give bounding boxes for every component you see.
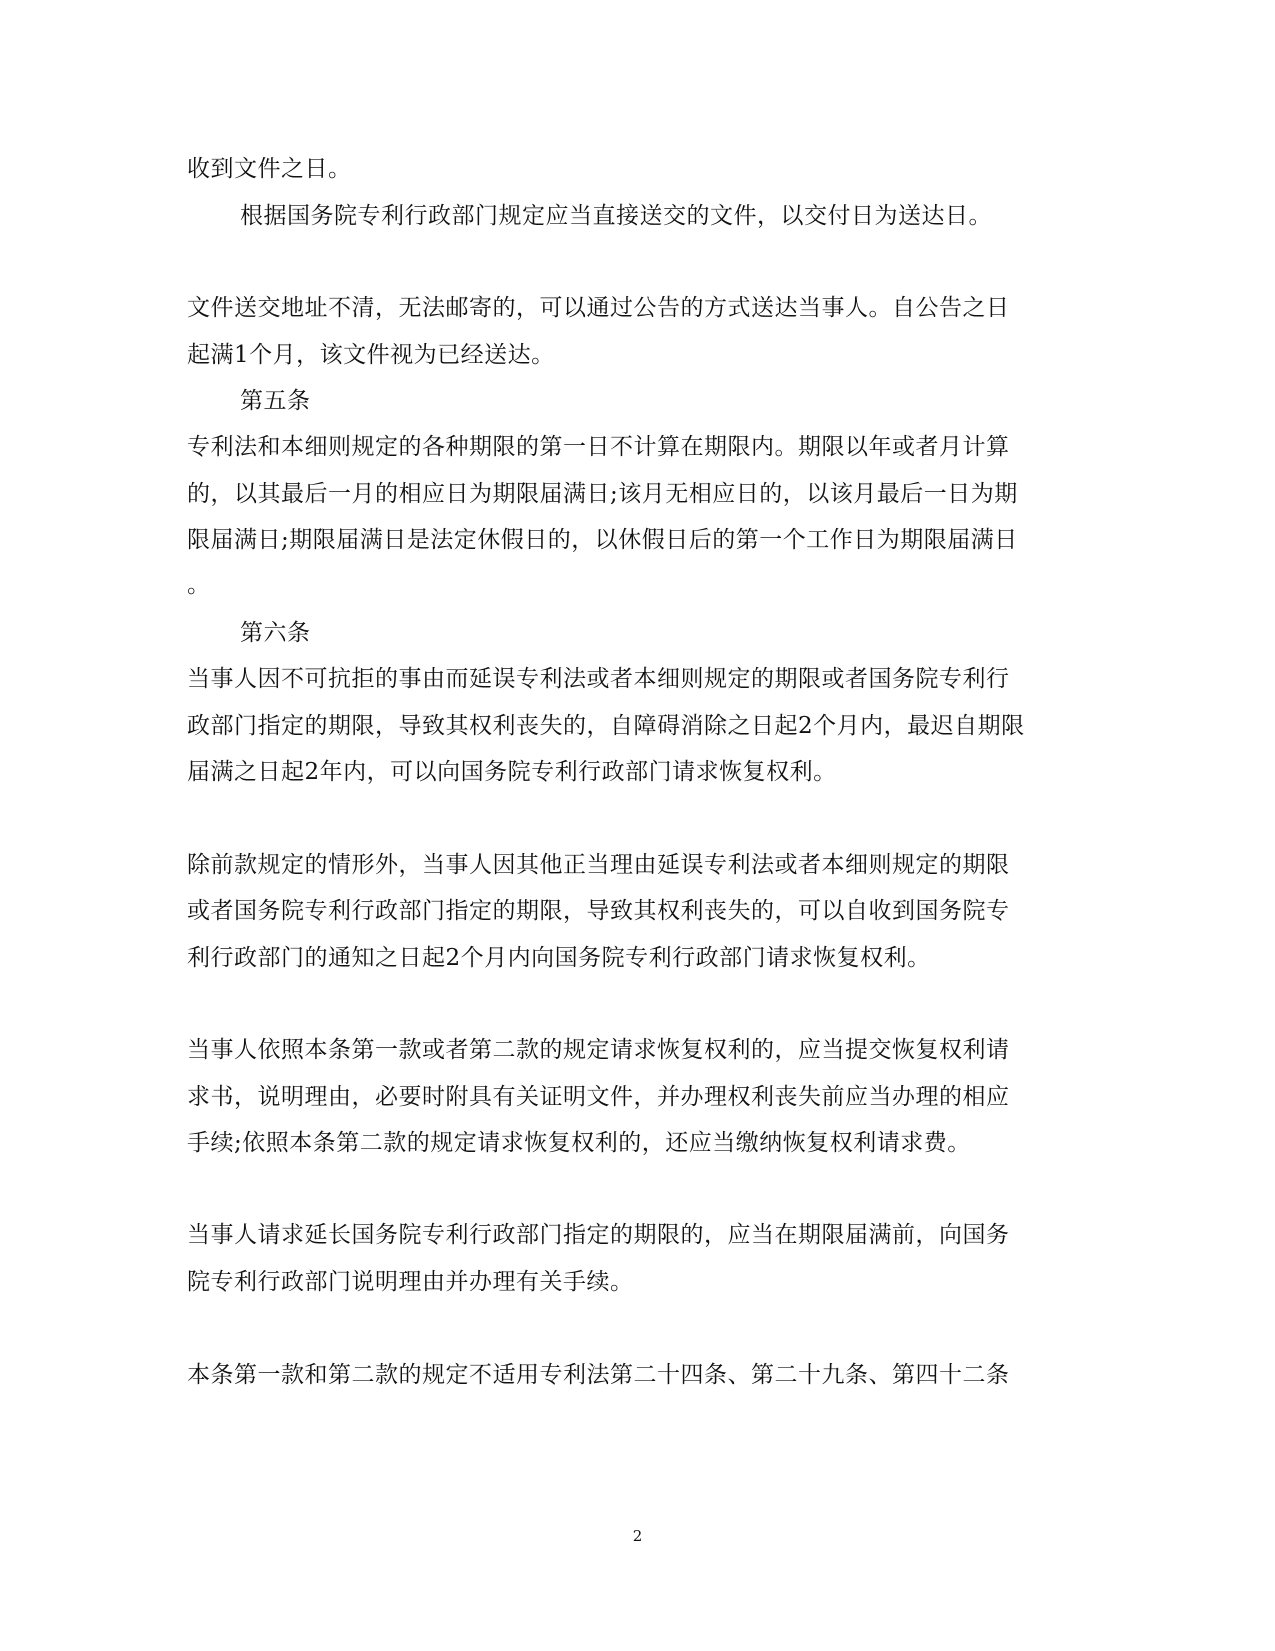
text-line: 起满1个月，该文件视为已经送达。 (187, 342, 555, 368)
text-line: 。 (187, 572, 211, 598)
text-line: 手续;依照本条第二款的规定请求恢复权利的，还应当缴纳恢复权利请求费。 (187, 1130, 971, 1156)
text-line: 的，以其最后一月的相应日为期限届满日;该月无相应日的，以该月最后一日为期 (187, 481, 1018, 507)
text-line: 文件送交地址不清，无法邮寄的，可以通过公告的方式送达当事人。自公告之日 (187, 295, 1010, 321)
section-heading: 第六条 (240, 620, 311, 646)
text-line: 除前款规定的情形外，当事人因其他正当理由延误专利法或者本细则规定的期限 (187, 852, 1010, 878)
text-line: 求书，说明理由，必要时附具有关证明文件，并办理权利丧失前应当办理的相应 (187, 1084, 1010, 1110)
text-line: 或者国务院专利行政部门指定的期限，导致其权利丧失的，可以自收到国务院专 (187, 898, 1010, 924)
text-line: 限届满日;期限届满日是法定休假日的，以休假日后的第一个工作日为期限届满日 (187, 527, 1018, 553)
text-line: 当事人请求延长国务院专利行政部门指定的期限的，应当在期限届满前，向国务 (187, 1222, 1010, 1248)
text-line: 当事人因不可抗拒的事由而延误专利法或者本细则规定的期限或者国务院专利行 (187, 666, 1010, 692)
text-line: 根据国务院专利行政部门规定应当直接送交的文件，以交付日为送达日。 (240, 203, 992, 229)
text-line: 当事人依照本条第一款或者第二款的规定请求恢复权利的，应当提交恢复权利请 (187, 1037, 1010, 1063)
text-line: 届满之日起2年内，可以向国务院专利行政部门请求恢复权利。 (187, 759, 837, 785)
text-line: 收到文件之日。 (187, 156, 352, 182)
text-line: 利行政部门的通知之日起2个月内向国务院专利行政部门请求恢复权利。 (187, 945, 931, 971)
text-line: 政部门指定的期限，导致其权利丧失的，自障碍消除之日起2个月内，最迟自期限 (187, 713, 1025, 739)
text-line: 专利法和本细则规定的各种期限的第一日不计算在期限内。期限以年或者月计算 (187, 434, 1010, 460)
text-line: 本条第一款和第二款的规定不适用专利法第二十四条、第二十九条、第四十二条 (187, 1362, 1010, 1388)
page-number: 2 (632, 1527, 643, 1545)
section-heading: 第五条 (240, 388, 311, 414)
text-line: 院专利行政部门说明理由并办理有关手续。 (187, 1269, 634, 1295)
